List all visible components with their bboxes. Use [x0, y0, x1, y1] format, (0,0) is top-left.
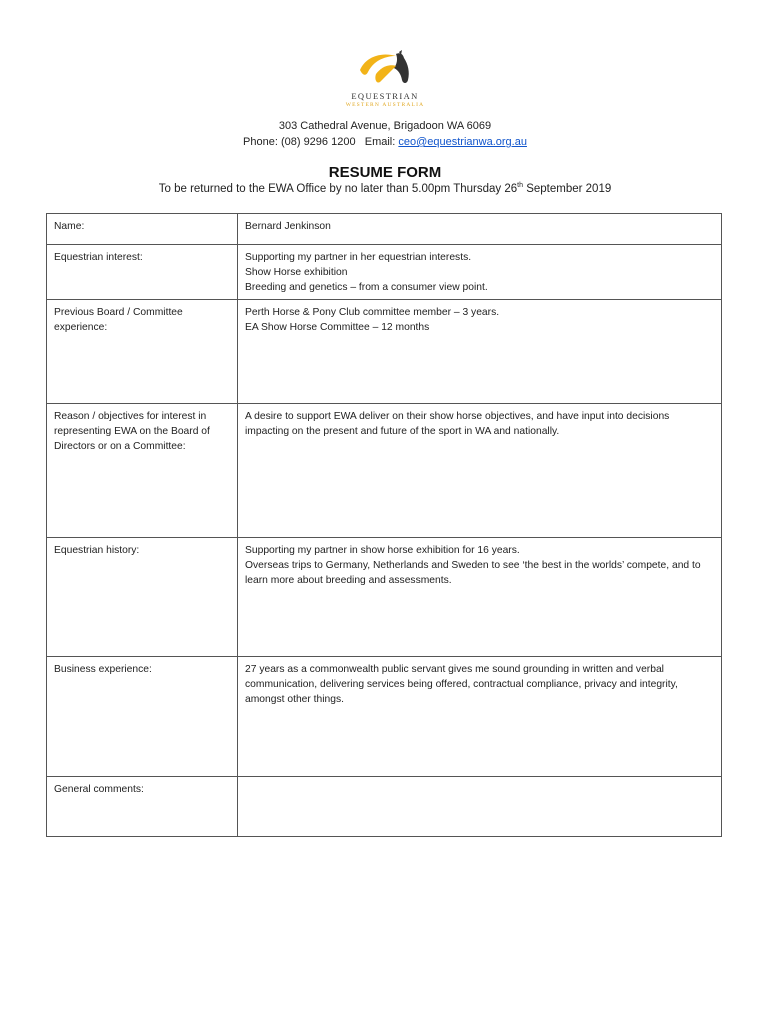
- value-line: Supporting my partner in show horse exhibition for 16 years.: [245, 545, 520, 556]
- table-row: [47, 245, 722, 300]
- resume-form-table: [46, 213, 722, 837]
- value-line: A desire to support EWA deliver on their show horse objectives, and have input into decisions impacting on the present and future of the sport in WA and nationally.: [245, 411, 673, 437]
- value-line: EA Show Horse Committee – 12 months: [245, 322, 430, 333]
- field-label: Name:: [47, 214, 238, 245]
- table-row: [47, 538, 722, 657]
- logo-tagline: WESTERN AUSTRALIA: [345, 102, 425, 108]
- equestrian-wa-logo: [340, 50, 430, 112]
- field-value[interactable]: [238, 538, 722, 657]
- table-row: [47, 300, 722, 404]
- page-title: RESUME FORM: [328, 164, 442, 181]
- field-label: Reason / objectives for interest in representing EWA on the Board of Directors or on a Committee:: [47, 404, 238, 538]
- deadline-subtitle: [0, 183, 770, 195]
- value-line: Bernard Jenkinson: [245, 221, 331, 232]
- field-value[interactable]: [238, 300, 722, 404]
- phone-text: Phone: (08) 9296 1200 Email:: [243, 136, 399, 148]
- horse-head-icon: [356, 50, 414, 90]
- field-label: Previous Board / Committee experience:: [47, 300, 238, 404]
- logo-wordmark: EQUESTRIAN: [351, 91, 419, 101]
- field-value[interactable]: [238, 214, 722, 245]
- table-row: [47, 404, 722, 538]
- field-label: Equestrian interest:: [47, 245, 238, 300]
- table-row: [47, 214, 722, 245]
- field-label: Equestrian history:: [47, 538, 238, 657]
- field-value[interactable]: [238, 245, 722, 300]
- address-line: 303 Cathedral Avenue, Brigadoon WA 6069: [278, 120, 492, 132]
- value-line: Show Horse exhibition: [245, 267, 348, 278]
- field-label: Business experience:: [47, 657, 238, 777]
- subtitle-superscript: th: [517, 182, 524, 190]
- subtitle-text-after: September 2019: [523, 183, 612, 195]
- phone-email-line: [0, 134, 770, 150]
- field-value[interactable]: [238, 657, 722, 777]
- value-line: Breeding and genetics – from a consumer view point.: [245, 282, 488, 293]
- value-line: Overseas trips to Germany, Netherlands and Sweden to see ‘the best in the worlds’ compete, and to learn more about breeding and assessments.: [245, 560, 704, 586]
- value-line: 27 years as a commonwealth public servant gives me sound grounding in written and verbal communication, delivering services being offered, contractual compliance, privacy and integrity, amongst other things.: [245, 664, 681, 705]
- table-row: [47, 777, 722, 837]
- value-line: Supporting my partner in her equestrian interests.: [245, 252, 472, 263]
- email-link[interactable]: ceo@equestrianwa.org.au: [398, 136, 527, 148]
- subtitle-text-before: To be returned to the EWA Office by no later than 5.00pm Thursday 26: [158, 183, 518, 195]
- field-value[interactable]: [238, 777, 722, 837]
- contact-header: [0, 118, 770, 150]
- field-label: General comments:: [47, 777, 238, 837]
- value-line: Perth Horse & Pony Club committee member – 3 years.: [245, 307, 500, 318]
- table-row: [47, 657, 722, 777]
- field-value[interactable]: [238, 404, 722, 538]
